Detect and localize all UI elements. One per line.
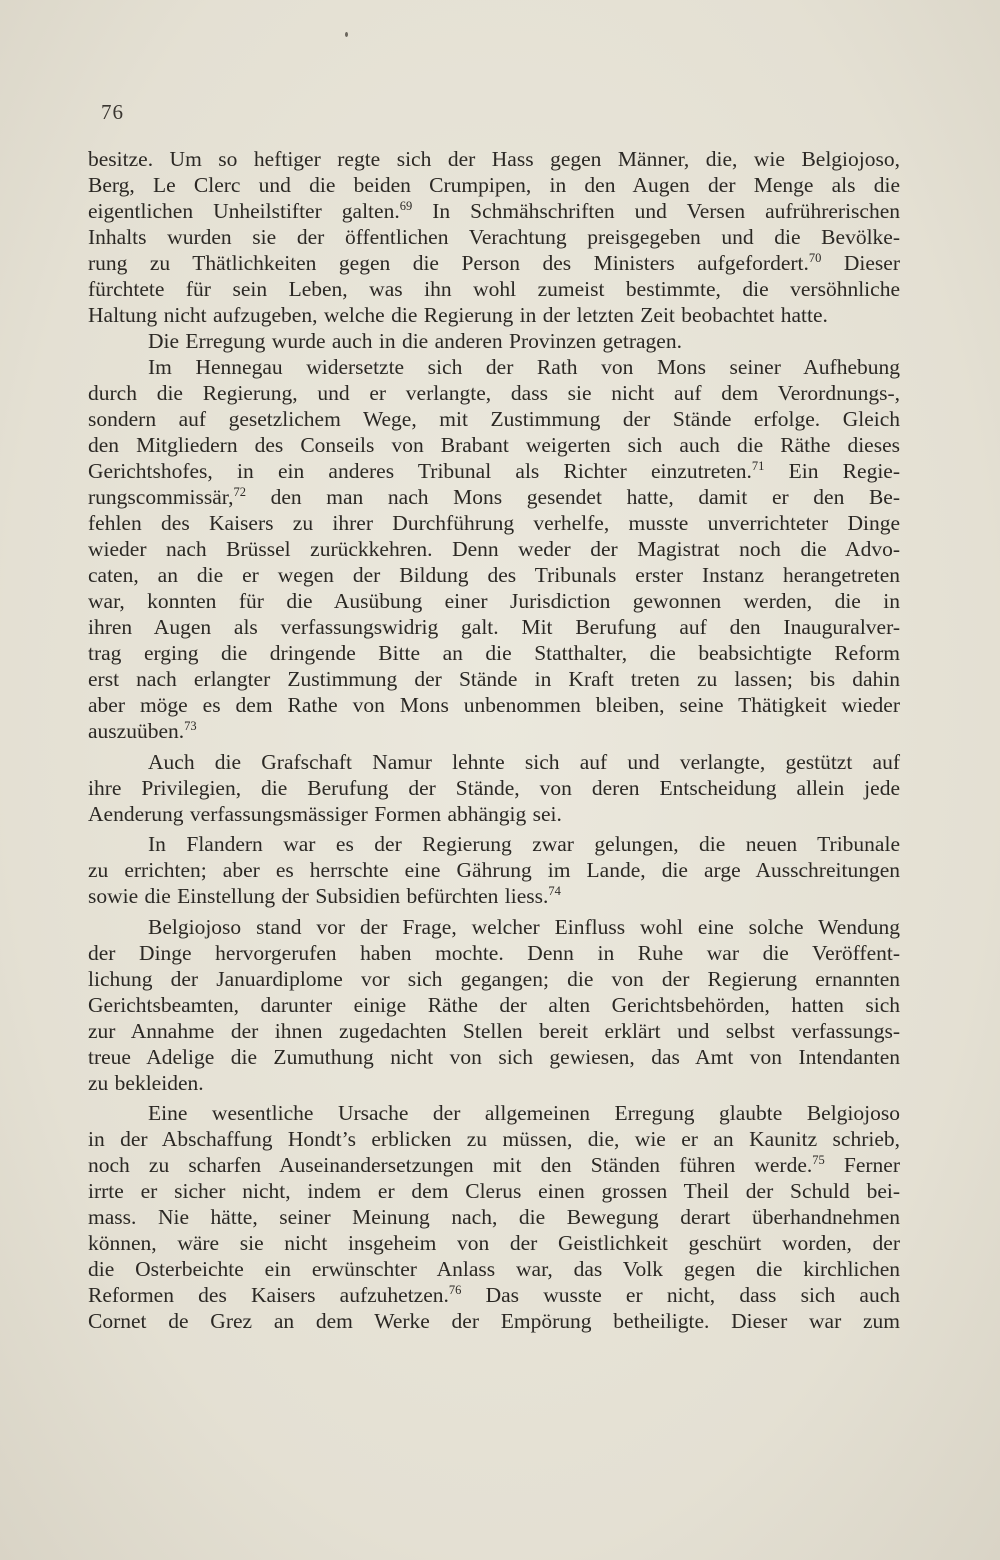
text-line (88, 146, 900, 172)
line-text: noch zu scharfen Auseinandersetzungen mit den Ständen führen werde. (88, 1153, 813, 1177)
line-text: fehlen des Kaisers zu ihrer Durchführung verhelfe, musste unverrichteter Dinge (88, 511, 900, 535)
page-number: 76 (101, 100, 124, 124)
line-text: fürchtete für sein Leben, was ihn wohl zumeist bestimmte, die versöhnliche (88, 277, 900, 301)
text-line (88, 1256, 900, 1282)
line-text: Die Erregung wurde auch in die anderen Provinzen getragen. (148, 329, 682, 353)
text-line (88, 666, 900, 692)
line-text: Eine wesentliche Ursache der allgemeinen Erregung glaubte Belgiojoso (148, 1101, 900, 1125)
line-text: rung zu Thätlichkeiten gegen die Person des Ministers aufgefordert. (88, 251, 809, 275)
line-text: Belgiojoso stand vor der Frage, welcher Einfluss wohl eine solche Wendung (148, 914, 900, 939)
footnote-marker: 76 (448, 1283, 462, 1297)
footnote-marker: 74 (548, 884, 561, 898)
line-text: aber möge es dem Rathe von Mons unbenommen bleiben, seine Thätigkeit wieder (88, 693, 900, 717)
text-line (88, 940, 900, 966)
line-text: erst nach erlangter Zustimmung der Stände in Kraft treten zu lassen; bis dahin (88, 667, 900, 691)
line-text: ihre Privilegien, die Berufung der Stände, von deren Entscheidung allein jede (88, 775, 900, 800)
line-text-continued: In Schmähschriften und Versen aufrührerischen (412, 199, 900, 223)
text-line (88, 966, 900, 992)
text-line (88, 640, 900, 666)
line-text: Im Hennegau widersetzte sich der Rath von Mons seiner Aufhebung (148, 355, 900, 379)
text-line (88, 198, 900, 224)
line-text: durch die Regierung, und er verlangte, dass sie nicht auf dem Verordnungs-, (88, 381, 900, 405)
text-line (88, 1044, 900, 1070)
line-text: sowie die Einstellung der Subsidien befürchten liess. (88, 884, 549, 908)
body-text (88, 146, 900, 1334)
text-line (88, 992, 900, 1018)
line-text: den Mitgliedern des Conseils von Brabant weigerten sich auch die Räthe dieses (88, 433, 900, 457)
text-line (88, 1152, 900, 1178)
text-line (88, 1178, 900, 1204)
text-line (88, 1070, 900, 1096)
footnote-marker: 69 (399, 199, 413, 213)
text-line (88, 432, 900, 458)
text-line (88, 1204, 900, 1230)
line-text: auszuüben. (88, 719, 185, 743)
line-text: treue Adelige die Zumuthung nicht von sich gewiesen, das Amt von Intendanten (88, 1044, 900, 1069)
text-line (88, 536, 900, 562)
line-text: irrte er sicher nicht, indem er dem Clerus einen grossen Theil der Schuld bei- (88, 1179, 900, 1203)
line-text-continued: Dieser (821, 251, 900, 275)
text-line (88, 749, 900, 775)
line-text: trag erging die dringende Bitte an die Statthalter, die beabsichtigte Reform (88, 641, 900, 665)
text-line (88, 1282, 900, 1308)
text-line (88, 172, 900, 198)
footnote-marker: 72 (233, 485, 246, 499)
footnote-marker: 71 (751, 459, 765, 473)
line-text: war, konnten für die Ausübung einer Jurisdiction gewonnen werden, die in (88, 589, 900, 613)
line-text: die Osterbeichte ein erwünschter Anlass war, das Volk gegen die kirchlichen (88, 1257, 900, 1281)
text-line (88, 224, 900, 250)
text-line (88, 831, 900, 857)
line-text: können, wäre sie nicht insgeheim von der Geistlichkeit geschürt worden, der (88, 1231, 900, 1255)
line-text: zu errichten; aber es herrschte eine Gährung im Lande, die arge Ausschreitungen (88, 858, 900, 882)
text-line (88, 458, 900, 484)
text-line (88, 328, 900, 354)
text-line (88, 883, 900, 909)
text-line (88, 914, 900, 940)
line-text: Aenderung verfassungsmässiger Formen abhängig sei. (88, 801, 562, 826)
line-text: Inhalts wurden sie der öffentlichen Verachtung preisgegeben und die Bevölke- (88, 225, 900, 249)
text-line (88, 801, 900, 827)
line-text: ihren Augen als verfassungswidrig galt. Mit Berufung auf den Inauguralver- (88, 615, 900, 639)
text-line (88, 406, 900, 432)
line-text: Gerichtsbeamten, darunter einige Räthe der alten Gerichtsbehörden, hatten sich (88, 992, 900, 1017)
line-text: caten, an die er wegen der Bildung des Tribunals erster Instanz herangetreten (88, 563, 900, 587)
text-line (88, 484, 900, 510)
line-text: mass. Nie hätte, seiner Meinung nach, die Bewegung derart überhandnehmen (88, 1205, 900, 1229)
line-text: Berg, Le Clerc und die beiden Crumpipen, in den Augen der Menge als die (88, 173, 900, 197)
line-text: Gerichtshofes, in ein anderes Tribunal als Richter einzutreten. (88, 459, 752, 483)
text-line (88, 354, 900, 380)
line-text: der Dinge hervorgerufen haben mochte. Denn in Ruhe war die Veröffent- (88, 940, 900, 965)
line-text: zu bekleiden. (88, 1070, 204, 1095)
line-text: Haltung nicht aufzugeben, welche die Regierung in der letzten Zeit beobachtet hatte. (88, 303, 828, 327)
ink-speck (345, 32, 348, 37)
text-line (88, 562, 900, 588)
line-text: zur Annahme der ihnen zugedachten Stellen bereit erklärt und selbst verfassungs- (88, 1018, 900, 1043)
line-text: Cornet de Grez an dem Werke der Empörung betheiligte. Dieser war zum (88, 1309, 900, 1333)
text-line (88, 718, 900, 744)
line-text: In Flandern war es der Regierung zwar gelungen, die neuen Tribunale (148, 832, 900, 856)
line-text-continued: Das wusste er nicht, dass sich auch (461, 1283, 900, 1307)
line-text-continued: Ferner (824, 1153, 900, 1177)
text-line (88, 857, 900, 883)
line-text: Reformen des Kaisers aufzuhetzen. (88, 1283, 449, 1307)
line-text: wieder nach Brüssel zurückkehren. Denn weder der Magistrat noch die Advo- (88, 537, 900, 561)
text-line (88, 1308, 900, 1334)
line-text: sondern auf gesetzlichem Wege, mit Zustimmung der Stände erfolge. Gleich (88, 407, 900, 431)
text-line (88, 276, 900, 302)
text-line (88, 380, 900, 406)
line-text: eigentlichen Unheilstifter galten. (88, 199, 400, 223)
text-line (88, 588, 900, 614)
footnote-marker: 73 (184, 719, 197, 733)
line-text: in der Abschaffung Hondt’s erblicken zu müssen, die, wie er an Kaunitz schrieb, (88, 1127, 900, 1151)
text-line (88, 692, 900, 718)
text-line (88, 1230, 900, 1256)
text-line (88, 302, 900, 328)
text-line (88, 614, 900, 640)
footnote-marker: 75 (812, 1153, 825, 1167)
line-text: besitze. Um so heftiger regte sich der Hass gegen Männer, die, wie Belgiojoso, (88, 147, 900, 171)
text-line (88, 250, 900, 276)
text-line (88, 510, 900, 536)
text-line (88, 1018, 900, 1044)
text-line (88, 1126, 900, 1152)
footnote-marker: 70 (808, 251, 822, 265)
line-text: rungscommissär, (88, 485, 234, 509)
line-text-continued: den man nach Mons gesendet hatte, damit er den Be- (245, 485, 900, 509)
line-text: lichung der Januardiplome vor sich gegangen; die von der Regierung ernannten (88, 966, 900, 991)
text-line (88, 1100, 900, 1126)
line-text-continued: Ein Regie- (764, 459, 900, 483)
line-text: Auch die Grafschaft Namur lehnte sich auf und verlangte, gestützt auf (148, 749, 900, 774)
text-line (88, 775, 900, 801)
